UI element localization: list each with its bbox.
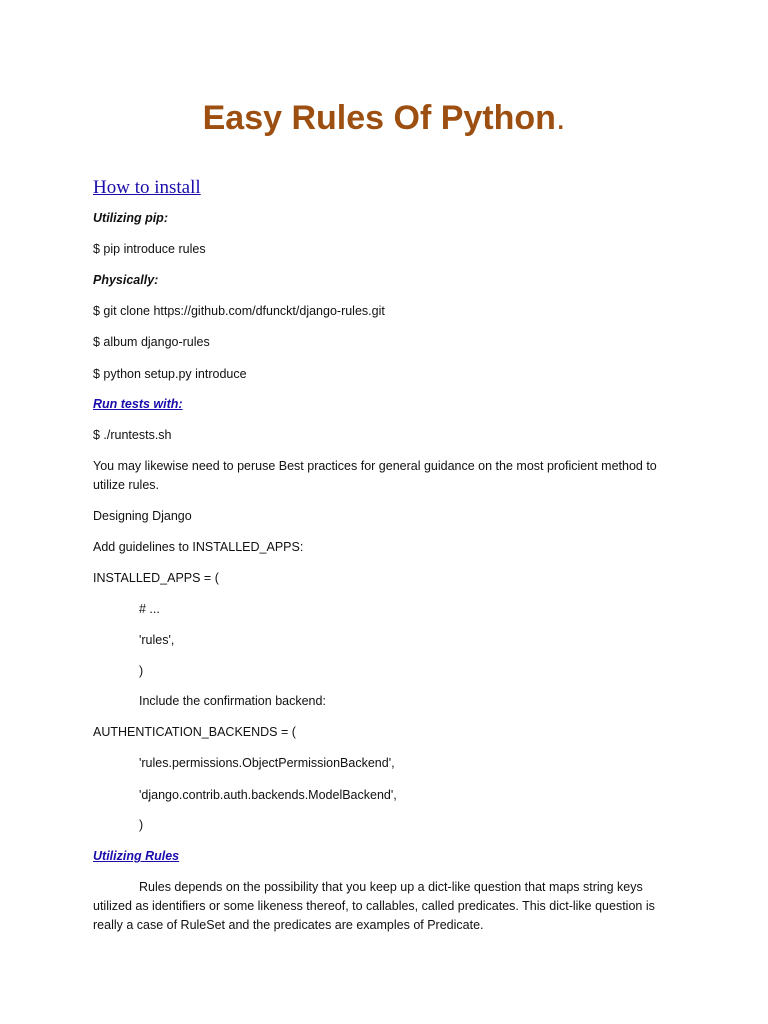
page-title-dot: .	[555, 99, 566, 137]
rules-entry: 'rules',	[139, 633, 175, 647]
rules-paragraph	[93, 878, 683, 935]
how-to-install-link[interactable]: How to install	[93, 177, 201, 198]
auth-backends-open: AUTHENTICATION_BACKENDS = (	[93, 725, 296, 739]
setup-command: $ python setup.py introduce	[93, 367, 247, 381]
model-backend: 'django.contrib.auth.backends.ModelBackend',	[139, 788, 397, 802]
utilizing-rules-link[interactable]: Utilizing Rules	[93, 849, 180, 863]
close-paren-2: )	[139, 818, 144, 832]
physically-label: Physically:	[93, 273, 159, 287]
close-paren-1: )	[139, 664, 144, 678]
rules-paragraph-text: Rules depends on the possibility that you keep up a dict-like question that maps string keys utilized as identifiers or some likeness thereof, to callables, called predicates. This dict-like question is really a case of RuleSet and the predicates are examples of Predicate.	[93, 880, 655, 932]
page-title-text: Easy Rules Of Python	[202, 99, 556, 137]
run-tests-link[interactable]: Run tests with:	[93, 397, 183, 411]
guidance-paragraph: You may likewise need to peruse Best practices for general guidance on the most proficient method to utilize rules.	[93, 459, 657, 492]
ellipsis-comment: # ...	[139, 602, 160, 616]
runtests-command: $ ./runtests.sh	[93, 428, 172, 442]
include-backend-text: Include the confirmation backend:	[139, 694, 326, 708]
installed-apps-open: INSTALLED_APPS = (	[93, 571, 219, 585]
add-guidelines-text: Add guidelines to INSTALLED_APPS:	[93, 540, 304, 554]
page-title	[0, 96, 768, 140]
utilizing-pip-label: Utilizing pip:	[93, 211, 168, 225]
designing-django-text: Designing Django	[93, 509, 192, 523]
pip-command: $ pip introduce rules	[93, 242, 206, 256]
git-clone-command: $ git clone https://github.com/dfunckt/django-rules.git	[93, 304, 385, 318]
object-permission-backend: 'rules.permissions.ObjectPermissionBackend',	[139, 756, 395, 770]
album-command: $ album django-rules	[93, 335, 210, 349]
